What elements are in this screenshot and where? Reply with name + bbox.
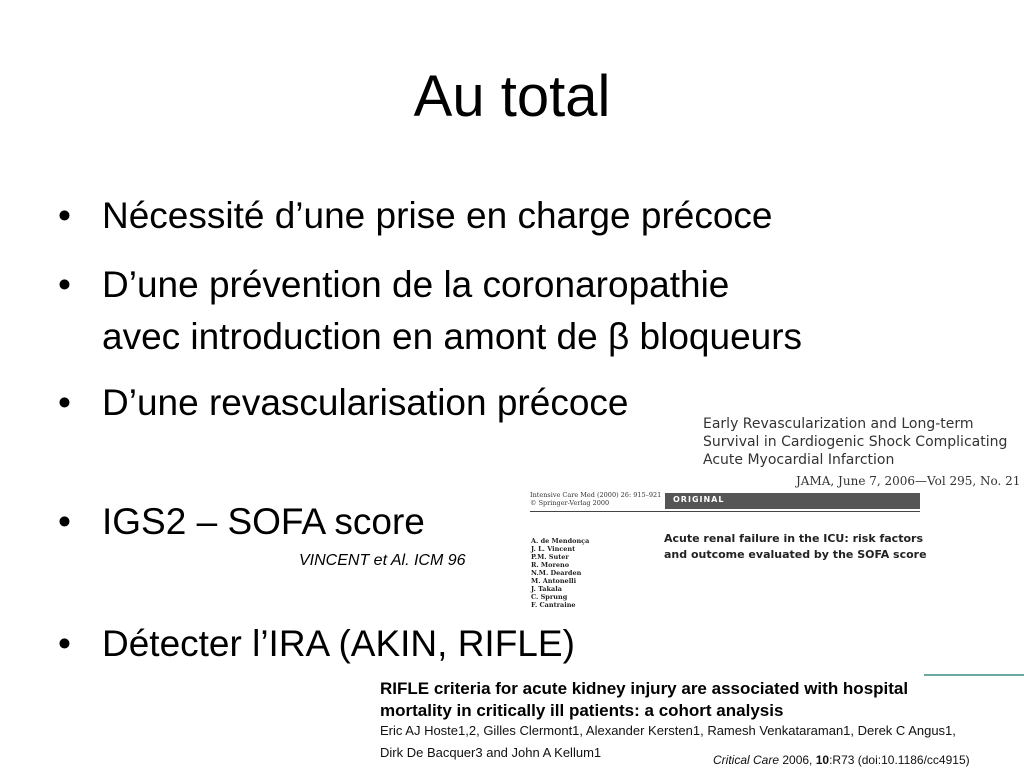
bullet-text-line2: avec introduction en amont de β bloqueurs (102, 316, 803, 357)
jama-article-clipping (700, 413, 1024, 493)
cc-journal-reference (713, 753, 970, 767)
slide-title: Au total (413, 64, 611, 129)
critical-care-article-clipping (370, 674, 1024, 768)
icm-author: M. Antonelli (531, 577, 577, 585)
icm-journal-header (530, 491, 661, 507)
bullet-marker: • (58, 264, 71, 305)
jama-reference: JAMA, June 7, 2006—Vol 295, No. 21 (796, 474, 1021, 488)
citation: VINCENT et Al. ICM 96 (299, 552, 466, 569)
cc-journal-name: Critical Care (713, 753, 780, 767)
icm-author-list (531, 537, 589, 609)
icm-author: N.M. Dearden (531, 569, 582, 577)
cc-title-line: RIFLE criteria for acute kidney injury are associated with hospital (380, 679, 909, 698)
bullet-text: Nécessité d’une prise en charge précoce (102, 195, 773, 236)
cc-journal-volume: 10 (815, 753, 830, 767)
icm-section-band (665, 493, 920, 509)
icm-title-line: and outcome evaluated by the SOFA score (664, 548, 927, 561)
bullet-marker: • (58, 501, 71, 542)
icm-author: R. Moreno (531, 561, 570, 569)
icm-title-line: Acute renal failure in the ICU: risk factors (664, 532, 923, 545)
icm-divider (530, 511, 920, 512)
cc-authors-line: Eric AJ Hoste1,2, Gilles Clermont1, Alexander Kersten1, Ramesh Venkataraman1, Derek C Angus1, (380, 723, 956, 738)
icm-author: J. L. Vincent (531, 545, 576, 553)
bullet-marker: • (58, 195, 71, 236)
bullet-text: IGS2 – SOFA score (102, 501, 425, 542)
icm-author: C. Sprung (531, 593, 568, 601)
clipping-accent-line (924, 674, 1024, 676)
jama-title-line: Survival in Cardiogenic Shock Complicating (703, 434, 1008, 450)
jama-title-line: Acute Myocardial Infarction (703, 452, 895, 468)
jama-title-line: Early Revascularization and Long-term (703, 416, 974, 432)
cc-title-line: mortality in critically ill patients: a cohort analysis (380, 701, 784, 720)
icm-journal-line: © Springer-Verlag 2000 (530, 499, 610, 507)
icm-section-label: ORIGINAL (673, 495, 725, 504)
cc-journal-year: 2006, (779, 753, 816, 767)
cc-authors-line: Dirk De Bacquer3 and John A Kellum1 (380, 745, 602, 760)
bullet-text-line1: D’une prévention de la coronaropathie (102, 264, 730, 305)
bullet-marker: • (58, 623, 71, 664)
icm-author: F. Cantraine (531, 601, 576, 609)
icm-author: A. de Mendonça (531, 537, 590, 545)
icm-journal-line: Intensive Care Med (2000) 26: 915–921 (530, 491, 662, 499)
bullet-text: Détecter l’IRA (AKIN, RIFLE) (102, 623, 575, 664)
icm-article-clipping (527, 489, 927, 615)
icm-author: P.M. Suter (531, 553, 569, 561)
cc-journal-rest: :R73 (doi:10.1186/cc4915) (829, 753, 970, 767)
bullet-text: D’une revascularisation précoce (102, 382, 629, 423)
icm-author: J. Takala (531, 585, 562, 593)
icm-article-title (664, 531, 927, 563)
bullet-marker: • (58, 382, 71, 423)
